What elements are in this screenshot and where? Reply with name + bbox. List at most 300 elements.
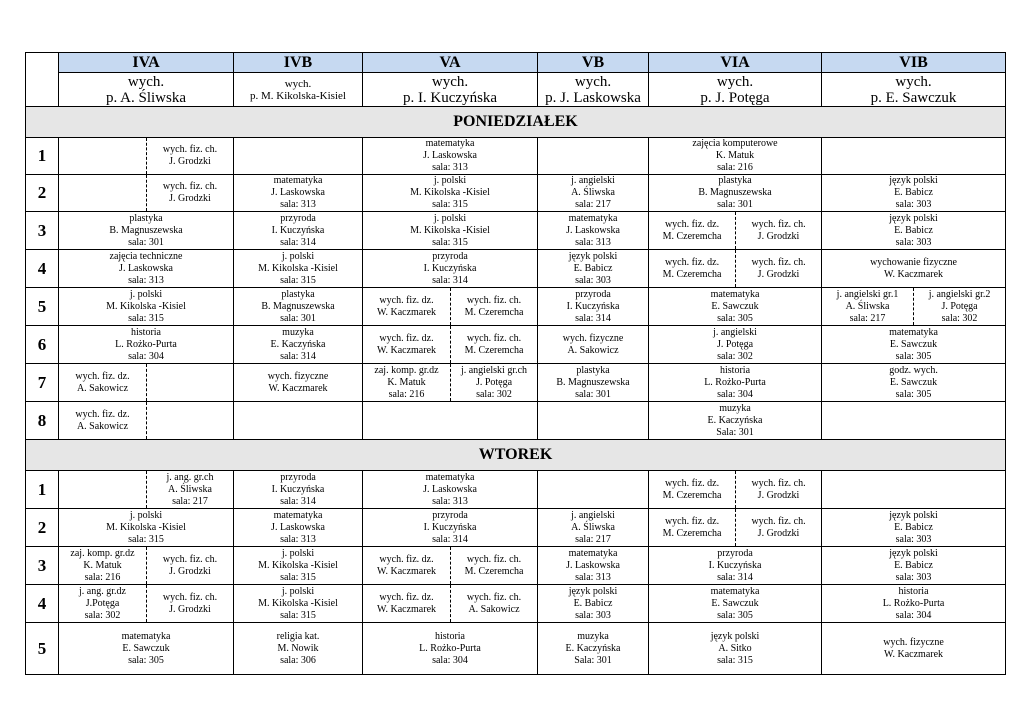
lesson-line: j. ang. gr.ch bbox=[166, 471, 214, 483]
lesson-line: E. Babicz bbox=[894, 521, 933, 533]
lesson-line: I. Kuczyńska bbox=[271, 224, 325, 236]
lesson-line: plastyka bbox=[129, 212, 163, 224]
lesson-line: sala: 302 bbox=[476, 388, 512, 400]
lesson-number: 2 bbox=[26, 175, 59, 212]
lesson-line: sala: 305 bbox=[717, 609, 753, 621]
lesson-line: matematyka bbox=[710, 585, 760, 597]
lesson-line: j. ang. gr.dz bbox=[79, 585, 126, 597]
lesson-cell bbox=[649, 175, 822, 212]
lesson-line: J. Laskowska bbox=[423, 150, 477, 161]
lesson-line: sala: 314 bbox=[432, 274, 468, 286]
lesson-line: wych. fiz. dz. bbox=[664, 477, 720, 489]
lesson-line: matematyka bbox=[710, 288, 760, 300]
lesson-line: matematyka bbox=[425, 138, 475, 149]
tutor-row bbox=[26, 73, 1006, 107]
class-name: IVB bbox=[234, 53, 363, 73]
lesson-line: M. Czeremcha bbox=[464, 344, 524, 356]
tutor-cell bbox=[234, 73, 363, 107]
day-row bbox=[26, 107, 1006, 138]
lesson-cell bbox=[234, 138, 363, 175]
lesson-cell bbox=[147, 402, 234, 440]
lesson-cell bbox=[649, 402, 822, 440]
lesson-line: M. Czeremcha bbox=[662, 489, 722, 501]
lesson-row bbox=[26, 547, 1006, 585]
lesson-number: 8 bbox=[26, 402, 59, 440]
lesson-line: sala: 314 bbox=[280, 495, 316, 507]
lesson-line: przyroda bbox=[432, 509, 468, 521]
schedule-table bbox=[25, 52, 1006, 675]
lesson-line: matematyka bbox=[273, 509, 323, 521]
tutor-name: p. I. Kuczyńska bbox=[402, 89, 498, 106]
lesson-cell bbox=[649, 364, 822, 402]
lesson-line: J. Laskowska bbox=[271, 187, 325, 198]
lesson-cell bbox=[363, 175, 538, 212]
lesson-cell bbox=[538, 585, 649, 623]
lesson-line: sala: 314 bbox=[575, 312, 611, 324]
lesson-cell bbox=[451, 547, 538, 585]
tutor-cell bbox=[59, 73, 234, 107]
lesson-line: j. polski bbox=[433, 212, 467, 224]
lesson-line: E. Sawczuk bbox=[711, 597, 759, 609]
lesson-cell bbox=[649, 509, 736, 547]
lesson-line: j. polski bbox=[129, 288, 163, 300]
lesson-cell bbox=[538, 250, 649, 288]
lesson-line: sala: 313 bbox=[280, 533, 316, 545]
lesson-line: język polski bbox=[889, 547, 938, 559]
lesson-line: j. angielski bbox=[571, 175, 615, 186]
lesson-cell bbox=[59, 288, 234, 326]
lesson-line: sala: 315 bbox=[432, 199, 468, 210]
lesson-line: sala: 313 bbox=[575, 236, 611, 248]
lesson-line: przyroda bbox=[280, 471, 316, 483]
lesson-line: przyroda bbox=[575, 288, 611, 300]
lesson-line: A. Sakowicz bbox=[567, 344, 619, 356]
lesson-line: j. angielski gr.ch bbox=[460, 364, 528, 376]
lesson-line: sala: 315 bbox=[280, 274, 316, 286]
lesson-line: J. Potęga bbox=[716, 338, 754, 350]
lesson-line: plastyka bbox=[281, 288, 315, 300]
lesson-cell bbox=[822, 471, 1006, 509]
lesson-line: E. Sawczuk bbox=[889, 376, 938, 388]
lesson-cell bbox=[59, 212, 234, 250]
lesson-cell bbox=[538, 364, 649, 402]
lesson-line: M. Nowik bbox=[277, 642, 319, 654]
lesson-cell bbox=[822, 288, 914, 326]
lesson-line: j. polski bbox=[281, 547, 315, 559]
class-name: VIB bbox=[822, 53, 1006, 73]
tutor-label: wych. bbox=[716, 73, 754, 90]
lesson-line: A. Sitko bbox=[718, 642, 752, 654]
lesson-line: J. Laskowska bbox=[566, 224, 620, 236]
tutor-cell bbox=[363, 73, 538, 107]
lesson-line: sala: 313 bbox=[128, 274, 164, 286]
lesson-line: W. Kaczmarek bbox=[884, 268, 944, 280]
lesson-line: M. Czeremcha bbox=[464, 565, 524, 577]
lesson-line: przyroda bbox=[432, 250, 468, 262]
lesson-cell bbox=[59, 175, 147, 212]
lesson-line: sala: 217 bbox=[575, 199, 611, 210]
lesson-line: zaj. komp. gr.dz bbox=[374, 364, 439, 376]
class-header-row bbox=[26, 53, 1006, 73]
class-name: VB bbox=[538, 53, 649, 73]
lesson-line: W. Kaczmarek bbox=[268, 382, 328, 394]
lesson-line: wychowanie fizyczne bbox=[870, 256, 957, 268]
lesson-cell bbox=[59, 547, 147, 585]
lesson-cell bbox=[363, 364, 451, 402]
class-name: IVA bbox=[59, 53, 234, 73]
lesson-number: 3 bbox=[26, 547, 59, 585]
lesson-line: I. Kuczyńska bbox=[423, 262, 477, 274]
lesson-line: J. Grodzki bbox=[169, 565, 211, 577]
lesson-cell bbox=[822, 623, 1006, 675]
lesson-line: A. Sakowicz bbox=[76, 420, 129, 432]
lesson-line: L. Rożko-Purta bbox=[115, 338, 177, 350]
lesson-line: wych. fiz. ch. bbox=[466, 332, 522, 344]
lesson-cell bbox=[234, 585, 363, 623]
lesson-cell bbox=[538, 175, 649, 212]
lesson-line: sala: 303 bbox=[895, 571, 932, 583]
lesson-line: I. Kuczyńska bbox=[423, 521, 477, 533]
lesson-cell bbox=[59, 364, 147, 402]
lesson-line: zajęcia komputerowe bbox=[692, 138, 778, 149]
lesson-line: matematyka bbox=[425, 471, 475, 483]
lesson-line: K. Matuk bbox=[715, 150, 755, 161]
lesson-line: sala: 305 bbox=[717, 312, 753, 324]
lesson-cell bbox=[822, 326, 1006, 364]
lesson-line: sala: 216 bbox=[717, 162, 753, 173]
lesson-cell bbox=[59, 326, 234, 364]
lesson-line: wych. fizyczne bbox=[883, 636, 944, 648]
lesson-line: M. Kikolska -Kisiel bbox=[106, 300, 186, 312]
lesson-cell bbox=[234, 509, 363, 547]
lesson-line: E. Babicz bbox=[894, 187, 933, 198]
lesson-cell bbox=[822, 212, 1006, 250]
lesson-line: sala: 305 bbox=[128, 654, 164, 666]
lesson-line: Sala: 301 bbox=[716, 426, 754, 438]
lesson-cell bbox=[649, 212, 736, 250]
lesson-row bbox=[26, 509, 1006, 547]
lesson-line: M. Czeremcha bbox=[662, 527, 722, 539]
lesson-line: I. Kuczyńska bbox=[566, 300, 620, 312]
lesson-line: A. Śliwska bbox=[168, 483, 212, 495]
lesson-line: historia bbox=[435, 630, 465, 642]
lesson-cell bbox=[736, 212, 822, 250]
lesson-line: sala: 305 bbox=[895, 350, 932, 362]
lesson-cell bbox=[363, 288, 451, 326]
lesson-cell bbox=[538, 509, 649, 547]
lesson-cell bbox=[822, 547, 1006, 585]
lesson-line: sala: 301 bbox=[128, 236, 164, 248]
lesson-line: B. Magnuszewska bbox=[698, 187, 772, 198]
lesson-line: A. Sakowicz bbox=[76, 382, 129, 394]
lesson-cell bbox=[451, 585, 538, 623]
lesson-number: 5 bbox=[26, 288, 59, 326]
lesson-row bbox=[26, 471, 1006, 509]
lesson-line: przyroda bbox=[280, 212, 316, 224]
lesson-line: wych. fiz. ch. bbox=[751, 256, 806, 268]
lesson-line: Sala: 301 bbox=[574, 654, 612, 666]
lesson-line: A. Śliwska bbox=[571, 521, 615, 533]
lesson-line: plastyka bbox=[718, 175, 752, 186]
lesson-line: sala: 315 bbox=[280, 609, 316, 621]
corner-cell bbox=[26, 53, 59, 107]
lesson-line: M. Czeremcha bbox=[662, 230, 722, 242]
lesson-cell bbox=[234, 326, 363, 364]
lesson-cell bbox=[538, 623, 649, 675]
lesson-cell bbox=[59, 585, 147, 623]
lesson-line: A. Śliwska bbox=[845, 300, 890, 312]
lesson-line: W. Kaczmarek bbox=[884, 648, 944, 660]
lesson-line: sala: 315 bbox=[128, 533, 164, 545]
lesson-cell bbox=[363, 471, 538, 509]
lesson-line: wych. fiz. ch. bbox=[162, 553, 218, 565]
lesson-cell bbox=[234, 471, 363, 509]
lesson-line: J. Laskowska bbox=[423, 483, 477, 495]
lesson-line: matematyka bbox=[568, 212, 618, 224]
lesson-line: religia kat. bbox=[276, 630, 320, 642]
lesson-line: sala: 313 bbox=[280, 199, 316, 210]
lesson-cell bbox=[363, 623, 538, 675]
lesson-line: E. Sawczuk bbox=[711, 300, 759, 312]
lesson-line: język polski bbox=[889, 212, 938, 224]
lesson-line: wych. fiz. ch. bbox=[162, 144, 218, 155]
lesson-line: J. Laskowska bbox=[566, 559, 620, 571]
lesson-line: historia bbox=[131, 326, 161, 338]
lesson-line: sala: 315 bbox=[432, 236, 468, 248]
lesson-cell bbox=[736, 509, 822, 547]
lesson-line: język polski bbox=[710, 630, 760, 642]
lesson-line: W. Kaczmarek bbox=[376, 306, 437, 318]
day-row bbox=[26, 440, 1006, 471]
lesson-line: historia bbox=[720, 364, 751, 376]
lesson-line: godz. wych. bbox=[889, 364, 938, 376]
lesson-cell bbox=[649, 138, 822, 175]
lesson-line: sala: 305 bbox=[895, 388, 932, 400]
lesson-cell bbox=[363, 212, 538, 250]
lesson-line: wych. fizyczne bbox=[562, 332, 624, 344]
tutor-cell bbox=[822, 73, 1006, 107]
lesson-cell bbox=[822, 250, 1006, 288]
lesson-cell bbox=[822, 138, 1006, 175]
tutor-name: p. J. Laskowska bbox=[545, 89, 641, 106]
lesson-line: wych. fiz. dz. bbox=[379, 553, 434, 565]
lesson-cell bbox=[234, 547, 363, 585]
lesson-line: E. Babicz bbox=[894, 224, 933, 236]
lesson-line: W. Kaczmarek bbox=[376, 565, 437, 577]
lesson-number: 7 bbox=[26, 364, 59, 402]
lesson-line: przyroda bbox=[717, 547, 753, 559]
lesson-line: matematyka bbox=[568, 547, 618, 559]
tutor-label: wych. bbox=[127, 73, 165, 90]
lesson-cell bbox=[649, 250, 736, 288]
lesson-line: wych. fiz. dz. bbox=[664, 218, 720, 230]
lesson-line: W. Kaczmarek bbox=[376, 603, 437, 615]
lesson-cell bbox=[234, 288, 363, 326]
lesson-line: J. Grodzki bbox=[757, 230, 800, 242]
lesson-line: wych. fiz. dz. bbox=[379, 294, 434, 306]
lesson-line: sala: 314 bbox=[280, 350, 316, 362]
lesson-cell bbox=[649, 623, 822, 675]
lesson-line: J. Grodzki bbox=[757, 527, 800, 539]
lesson-line: wych. fiz. ch. bbox=[466, 294, 522, 306]
lesson-cell bbox=[234, 212, 363, 250]
lesson-cell bbox=[234, 623, 363, 675]
lesson-line: wych. fiz. dz. bbox=[664, 515, 720, 527]
tutor-name: p. A. Śliwska bbox=[105, 89, 186, 106]
lesson-line: B. Magnuszewska bbox=[109, 224, 183, 236]
lesson-line: j. polski bbox=[433, 175, 467, 186]
lesson-number: 6 bbox=[26, 326, 59, 364]
lesson-line: j. polski bbox=[281, 250, 315, 262]
lesson-line: J. Potęga bbox=[475, 376, 513, 388]
lesson-cell bbox=[451, 288, 538, 326]
lesson-line: sala: 303 bbox=[895, 236, 932, 248]
lesson-line: M. Czeremcha bbox=[662, 268, 722, 280]
lesson-cell bbox=[736, 471, 822, 509]
lesson-line: sala: 313 bbox=[575, 571, 611, 583]
lesson-line: j. angielski bbox=[571, 509, 615, 521]
lesson-number: 1 bbox=[26, 471, 59, 509]
lesson-line: historia bbox=[898, 585, 929, 597]
class-name: VIA bbox=[649, 53, 822, 73]
lesson-cell bbox=[649, 326, 822, 364]
lesson-cell bbox=[822, 585, 1006, 623]
lesson-line: sala: 303 bbox=[895, 533, 932, 545]
lesson-line: I. Kuczyńska bbox=[708, 559, 762, 571]
lesson-number: 1 bbox=[26, 138, 59, 175]
lesson-cell bbox=[234, 175, 363, 212]
lesson-line: M. Kikolska -Kisiel bbox=[258, 597, 338, 609]
tutor-cell bbox=[538, 73, 649, 107]
lesson-row bbox=[26, 585, 1006, 623]
lesson-line: E. Sawczuk bbox=[889, 338, 938, 350]
lesson-line: J. Grodzki bbox=[169, 156, 211, 167]
lesson-number: 2 bbox=[26, 509, 59, 547]
lesson-row bbox=[26, 250, 1006, 288]
tutor-name: p. E. Sawczuk bbox=[870, 89, 957, 106]
lesson-number: 4 bbox=[26, 250, 59, 288]
lesson-cell bbox=[538, 402, 649, 440]
lesson-cell bbox=[363, 547, 451, 585]
lesson-line: sala: 303 bbox=[575, 609, 611, 621]
lesson-line: sala: 313 bbox=[432, 162, 468, 173]
lesson-cell bbox=[914, 288, 1006, 326]
lesson-line: muzyka bbox=[282, 326, 314, 338]
lesson-line: J. Grodzki bbox=[169, 603, 211, 615]
lesson-cell bbox=[538, 212, 649, 250]
lesson-number: 3 bbox=[26, 212, 59, 250]
lesson-line: wych. fiz. ch. bbox=[751, 477, 806, 489]
lesson-line: sala: 301 bbox=[717, 199, 753, 210]
lesson-cell bbox=[147, 364, 234, 402]
lesson-line: sala: 303 bbox=[895, 199, 932, 210]
lesson-line: wych. fiz. ch. bbox=[751, 218, 806, 230]
lesson-cell bbox=[234, 250, 363, 288]
lesson-cell bbox=[822, 402, 1006, 440]
lesson-line: J. Laskowska bbox=[271, 521, 325, 533]
lesson-line: wych. fiz. ch. bbox=[466, 591, 522, 603]
lesson-line: język polski bbox=[889, 509, 938, 521]
lesson-line: L. Rożko-Purta bbox=[882, 597, 945, 609]
class-name: VA bbox=[363, 53, 538, 73]
lesson-line: K. Matuk bbox=[387, 376, 426, 388]
lesson-line: j. polski bbox=[281, 585, 315, 597]
lesson-line: wych. fiz. dz. bbox=[379, 332, 434, 344]
lesson-line: M. Czeremcha bbox=[464, 306, 524, 318]
lesson-line: język polski bbox=[568, 250, 618, 262]
lesson-line: M. Kikolska -Kisiel bbox=[258, 559, 338, 571]
lesson-row bbox=[26, 326, 1006, 364]
lesson-line: j. polski bbox=[129, 509, 163, 521]
lesson-cell bbox=[147, 138, 234, 175]
lesson-line: J. Grodzki bbox=[757, 489, 800, 501]
lesson-cell bbox=[59, 509, 234, 547]
lesson-line: sala: 216 bbox=[388, 388, 425, 400]
lesson-row bbox=[26, 288, 1006, 326]
lesson-cell bbox=[363, 509, 538, 547]
lesson-line: B. Magnuszewska bbox=[261, 300, 335, 312]
lesson-line: sala: 304 bbox=[717, 388, 753, 400]
lesson-line: E. Babicz bbox=[894, 559, 933, 571]
lesson-cell bbox=[538, 471, 649, 509]
lesson-row bbox=[26, 138, 1006, 175]
lesson-line: A. Śliwska bbox=[571, 187, 615, 198]
lesson-cell bbox=[451, 364, 538, 402]
lesson-line: matematyka bbox=[273, 175, 323, 186]
lesson-line: wych. fiz. ch. bbox=[162, 181, 218, 192]
lesson-cell bbox=[736, 250, 822, 288]
lesson-line: J. Potęga bbox=[941, 300, 978, 312]
lesson-line: J. Grodzki bbox=[169, 193, 211, 204]
lesson-row bbox=[26, 175, 1006, 212]
lesson-line: E. Sawczuk bbox=[122, 642, 170, 654]
lesson-line: sala: 313 bbox=[432, 495, 468, 507]
day-name: WTOREK bbox=[26, 440, 1006, 471]
lesson-line: j. angielski bbox=[713, 326, 757, 338]
lesson-number: 5 bbox=[26, 623, 59, 675]
lesson-cell bbox=[649, 585, 822, 623]
day-name: PONIEDZIAŁEK bbox=[26, 107, 1006, 138]
lesson-line: M. Kikolska -Kisiel bbox=[410, 187, 490, 198]
lesson-line: wych. fiz. ch. bbox=[466, 553, 522, 565]
lesson-line: sala: 304 bbox=[432, 654, 468, 666]
lesson-cell bbox=[59, 402, 147, 440]
lesson-line: sala: 301 bbox=[280, 312, 316, 324]
lesson-number: 4 bbox=[26, 585, 59, 623]
tutor-name: p. M. Kikolska-Kisiel bbox=[250, 89, 346, 102]
lesson-cell bbox=[147, 547, 234, 585]
lesson-row bbox=[26, 402, 1006, 440]
lesson-line: sala: 314 bbox=[280, 236, 316, 248]
lesson-line: sala: 217 bbox=[849, 312, 886, 324]
lesson-line: sala: 315 bbox=[717, 654, 753, 666]
lesson-line: L. Rożko-Purta bbox=[419, 642, 481, 654]
lesson-line: sala: 306 bbox=[280, 654, 316, 666]
lesson-line: plastyka bbox=[576, 364, 610, 376]
tutor-label: wych. bbox=[284, 77, 312, 90]
lesson-cell bbox=[822, 364, 1006, 402]
lesson-line: E. Babicz bbox=[573, 262, 613, 274]
lesson-line: J. Laskowska bbox=[119, 262, 173, 274]
lesson-line: wych. fiz. dz. bbox=[664, 256, 720, 268]
lesson-line: zajęcia techniczne bbox=[109, 250, 183, 262]
lesson-line: E. Kaczyńska bbox=[707, 414, 763, 426]
tutor-label: wych. bbox=[431, 73, 469, 90]
lesson-line: sala: 302 bbox=[941, 312, 978, 324]
lesson-line: sala: 315 bbox=[128, 312, 164, 324]
lesson-line: E. Kaczyńska bbox=[270, 338, 326, 350]
lesson-cell bbox=[649, 288, 822, 326]
